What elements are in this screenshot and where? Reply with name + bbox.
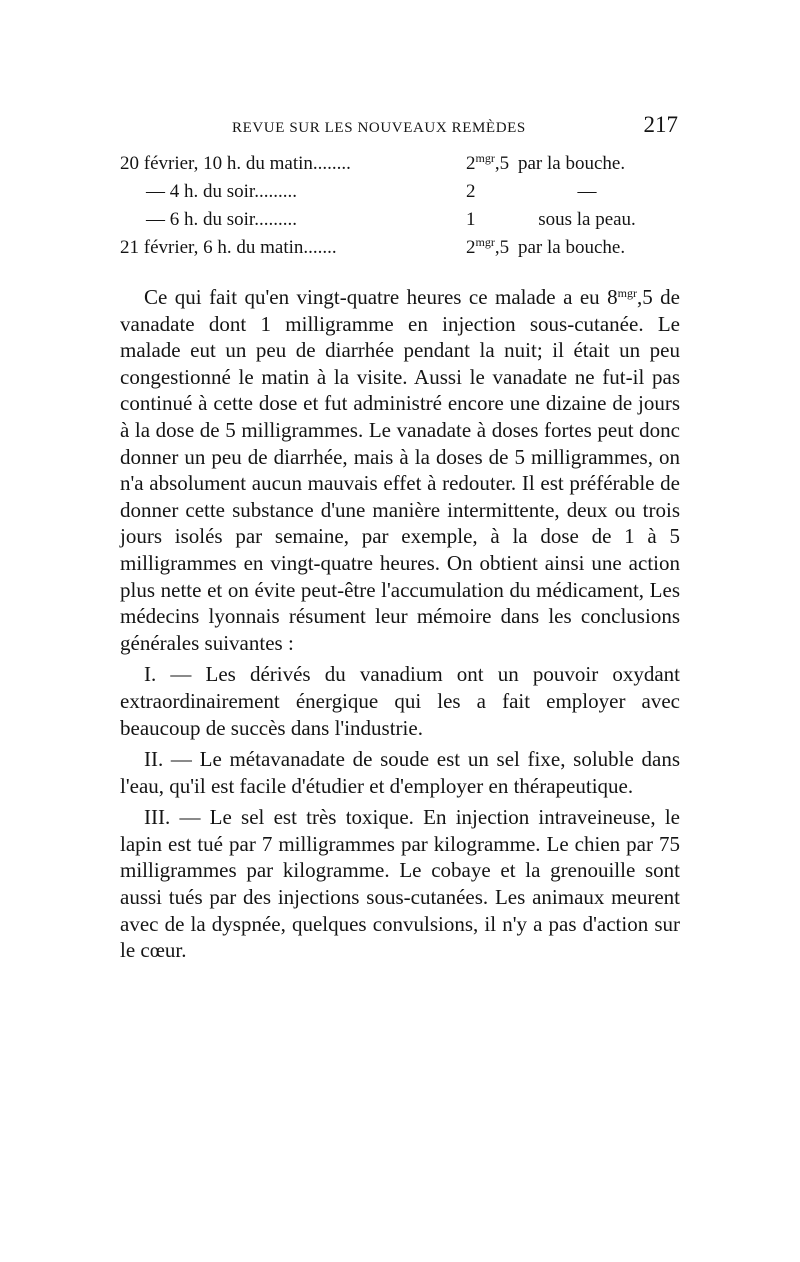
- body-text: [120, 284, 680, 964]
- dose-route: —: [577, 181, 597, 202]
- dose-table: [120, 150, 680, 262]
- running-title: REVUE SUR LES NOUVEAUX REMÈDES: [232, 120, 526, 136]
- dose-time: 20 février, 10 h. du matin........: [120, 153, 351, 174]
- dose-route: sous la peau.: [538, 209, 636, 230]
- page-number: 217: [643, 112, 678, 137]
- conclusion-1: I. — Les dérivés du vanadium ont un pouvoir oxydant extraordinairement énergique qui les a fait employer avec beaucoup de succès dans l'industrie.: [120, 662, 680, 740]
- conclusion-3: III. — Le sel est très toxique. En injection intraveineuse, le lapin est tué par 7 milligrammes par kilogramme. Le chien par 75 milligrammes par kilogramme. Le cobaye et la grenouille sont aussi tués par des injections sous-cutanées. Les animaux meurent avec de la dyspnée, quelques convulsions, il n'y a pas d'action sur le cœur.: [120, 805, 680, 963]
- dose-route: par la bouche.: [518, 237, 626, 258]
- page-header: [120, 112, 680, 142]
- dose-row: [120, 178, 680, 206]
- dose-row: [120, 234, 680, 262]
- paragraph: Ce qui fait qu'en vingt-quatre heures ce malade a eu $8^{mgr},5$ de vanadate dont 1 milligramme en injection sous-cutanée. Le malade eut un peu de diarrhée pendant la nuit; il était un peu congestionné le matin à la visite. Aussi le vanadate ne fut-il pas continué à cette dose et fut administré encore une dizaine de jours à la dose de 5 milligrammes. Le vanadate à doses fortes peut donc donner un peu de diarrhée, mais à la doses de 5 milligrammes, on n'a absolument aucun mauvais effet à redouter. Il est préférable de donner cette substance d'une manière intermittente, deux ou trois jours isolés par semaine, par exemple, à la dose de 1 à 5 milligrammes en vingt-quatre heures. On obtient ainsi une action plus nette et on évite peut-être l'accumulation du médicament, Les médecins lyonnais résument leur mémoire dans les conclusions générales suivantes :: [120, 285, 680, 655]
- dose-time: — 6 h. du soir.........: [146, 209, 297, 230]
- dose-time: 21 février, 6 h. du matin.......: [120, 237, 337, 258]
- book-page: [120, 112, 680, 964]
- dose-amount: $2^{mgr},5$: [466, 151, 510, 174]
- dose-amount: $2^{mgr},5$: [466, 235, 510, 258]
- dose-row: [120, 206, 680, 234]
- dose-amount: 1: [466, 209, 476, 230]
- dose-amount: 2: [466, 181, 476, 202]
- dose-row: [120, 150, 680, 178]
- conclusion-2: II. — Le métavanadate de soude est un sel fixe, soluble dans l'eau, qu'il est facile d'étudier et d'employer en thérapeutique.: [120, 747, 680, 798]
- dose-time: — 4 h. du soir.........: [146, 181, 297, 202]
- dose-route: par la bouche.: [518, 153, 626, 174]
